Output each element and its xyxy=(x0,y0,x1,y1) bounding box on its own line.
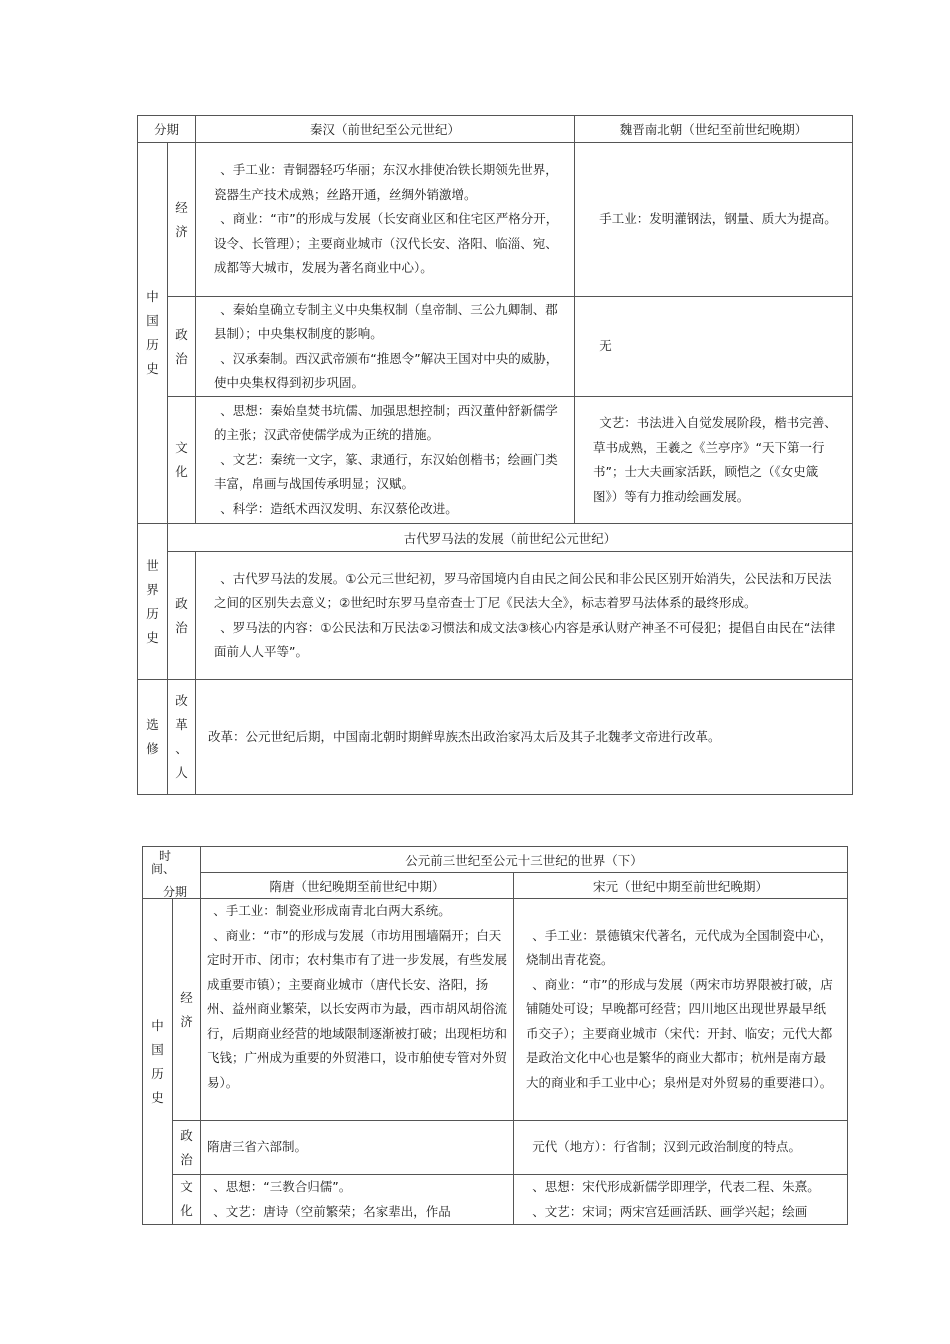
china-history-label-2: 中 国 历 史 xyxy=(143,899,173,1225)
weijin-politics-cell: 无 xyxy=(575,297,853,397)
world-history-title: 古代罗马法的发展（前世纪公元世纪） xyxy=(168,524,853,552)
row-label-culture: 文 化 xyxy=(168,397,196,524)
suitang-culture-cell: 、思想：“三教合归儒”。 、文艺：唐诗（空前繁荣；名家辈出，作品 xyxy=(201,1175,514,1225)
suitang-economy-cell: 、手工业：制瓷业形成南青北白两大系统。 、商业：“市”的形成与发展（市坊用围墙隔开；白天定时开市、闭市；农村集市有了进一步发展，有些发展成重要市镇）；主要商业城市（唐代长安、洛阳，扬州、益州商业繁荣，以长安两市为最，西市胡风胡俗流行，后期商业经营的地域限制逐渐被打破；出现柜坊和飞钱；广州成为重要的外贸港口，设市舶使专管对外贸易）。 xyxy=(201,899,514,1121)
china-history-label: 中 国 历 史 xyxy=(138,143,168,524)
elective-label: 选 修 xyxy=(138,680,168,795)
row-label-economy: 经 济 xyxy=(168,143,196,297)
header-corner: 时 间、 分期 xyxy=(143,847,201,899)
row-label-politics-2: 政 治 xyxy=(173,1121,201,1175)
header-weijin: 魏晋南北朝（世纪至前世纪晚期） xyxy=(575,116,853,143)
row-label-politics: 政 治 xyxy=(168,297,196,397)
header-period: 分期 xyxy=(138,116,196,143)
header-songyuan: 宋元（世纪中期至前世纪晚期） xyxy=(514,873,848,899)
row-label-economy-2: 经 济 xyxy=(173,899,201,1121)
header-suitang: 隋唐（世纪晚期至前世纪中期） xyxy=(201,873,514,899)
songyuan-politics-cell: 元代（地方）：行省制；汉到元政治制度的特点。 xyxy=(514,1121,848,1175)
row-label-culture-2: 文 化 xyxy=(173,1175,201,1225)
header-qinhan: 秦汉（前世纪至公元世纪） xyxy=(196,116,575,143)
reform-cell: 改革：公元世纪后期，中国南北朝时期鲜卑族杰出政治家冯太后及其子北魏孝文帝进行改革。 xyxy=(196,680,853,795)
table2-title: 公元前三世纪至公元十三世纪的世界（下） xyxy=(201,847,848,873)
history-table-2 xyxy=(142,846,848,1225)
history-table-1 xyxy=(137,115,853,795)
reform-label: 改 革 、 人 xyxy=(168,680,196,795)
weijin-culture-cell: 文艺：书法进入自觉发展阶段，楷书完善、草书成熟，王羲之《兰亭序》“天下第一行书”；士大夫画家活跃，顾恺之（《女史箴图》）等有力推动绘画发展。 xyxy=(575,397,853,524)
qinhan-economy-cell: 、手工业：青铜器轻巧华丽；东汉水排使冶铁长期领先世界，瓷器生产技术成熟；丝路开通，丝绸外销激增。 、商业：“市”的形成与发展（长安商业区和住宅区严格分开，设令、长管理）；主要商业城市（汉代长安、洛阳、临淄、宛、成都等大城市，发展为著名商业中心）。 xyxy=(196,143,575,297)
songyuan-culture-cell: 、思想：宋代形成新儒学即理学，代表二程、朱熹。 、文艺：宋词；两宋宫廷画活跃、画学兴起；绘画 xyxy=(514,1175,848,1225)
qinhan-culture-cell: 、思想：秦始皇焚书坑儒、加强思想控制；西汉董仲舒新儒学的主张；汉武帝使儒学成为正统的措施。 、文艺：秦统一文字，篆、隶通行，东汉始创楷书；绘画门类丰富，帛画与战国传承明显；汉赋。 、科学：造纸术西汉发明、东汉蔡伦改进。 xyxy=(196,397,575,524)
weijin-economy-cell: 手工业：发明灌钢法，钢量、质大为提高。 xyxy=(575,143,853,297)
qinhan-politics-cell: 、秦始皇确立专制主义中央集权制（皇帝制、三公九卿制、郡县制）；中央集权制度的影响。 、汉承秦制。西汉武帝颁布“推恩令”解决王国对中央的威胁，使中央集权得到初步巩固。 xyxy=(196,297,575,397)
row-label-world-politics: 政 治 xyxy=(168,552,196,680)
roman-law-cell: 、古代罗马法的发展。①公元三世纪初，罗马帝国境内自由民之间公民和非公民区别开始消失，公民法和万民法之间的区别失去意义；②世纪时东罗马皇帝查士丁尼《民法大全》，标志着罗马法体系的最终形成。 、罗马法的内容：①公民法和万民法②习惯法和成文法③核心内容是承认财产神圣不可侵犯；提倡自由民在“法律面前人人平等”。 xyxy=(196,552,853,680)
world-history-label: 世 界 历 史 xyxy=(138,524,168,680)
songyuan-economy-cell: 、手工业：景德镇宋代著名，元代成为全国制瓷中心，烧制出青花瓷。 、商业：“市”的形成与发展（两宋市坊界限被打破，店铺随处可设；早晚都可经营；四川地区出现世界最早纸币交子）；主要商业城市（宋代：开封、临安；元代大都是政治文化中心也是繁华的商业大都市；杭州是南方最大的商业和手工业中心；泉州是对外贸易的重要港口）。 xyxy=(514,899,848,1121)
suitang-politics-cell: 隋唐三省六部制。 xyxy=(201,1121,514,1175)
